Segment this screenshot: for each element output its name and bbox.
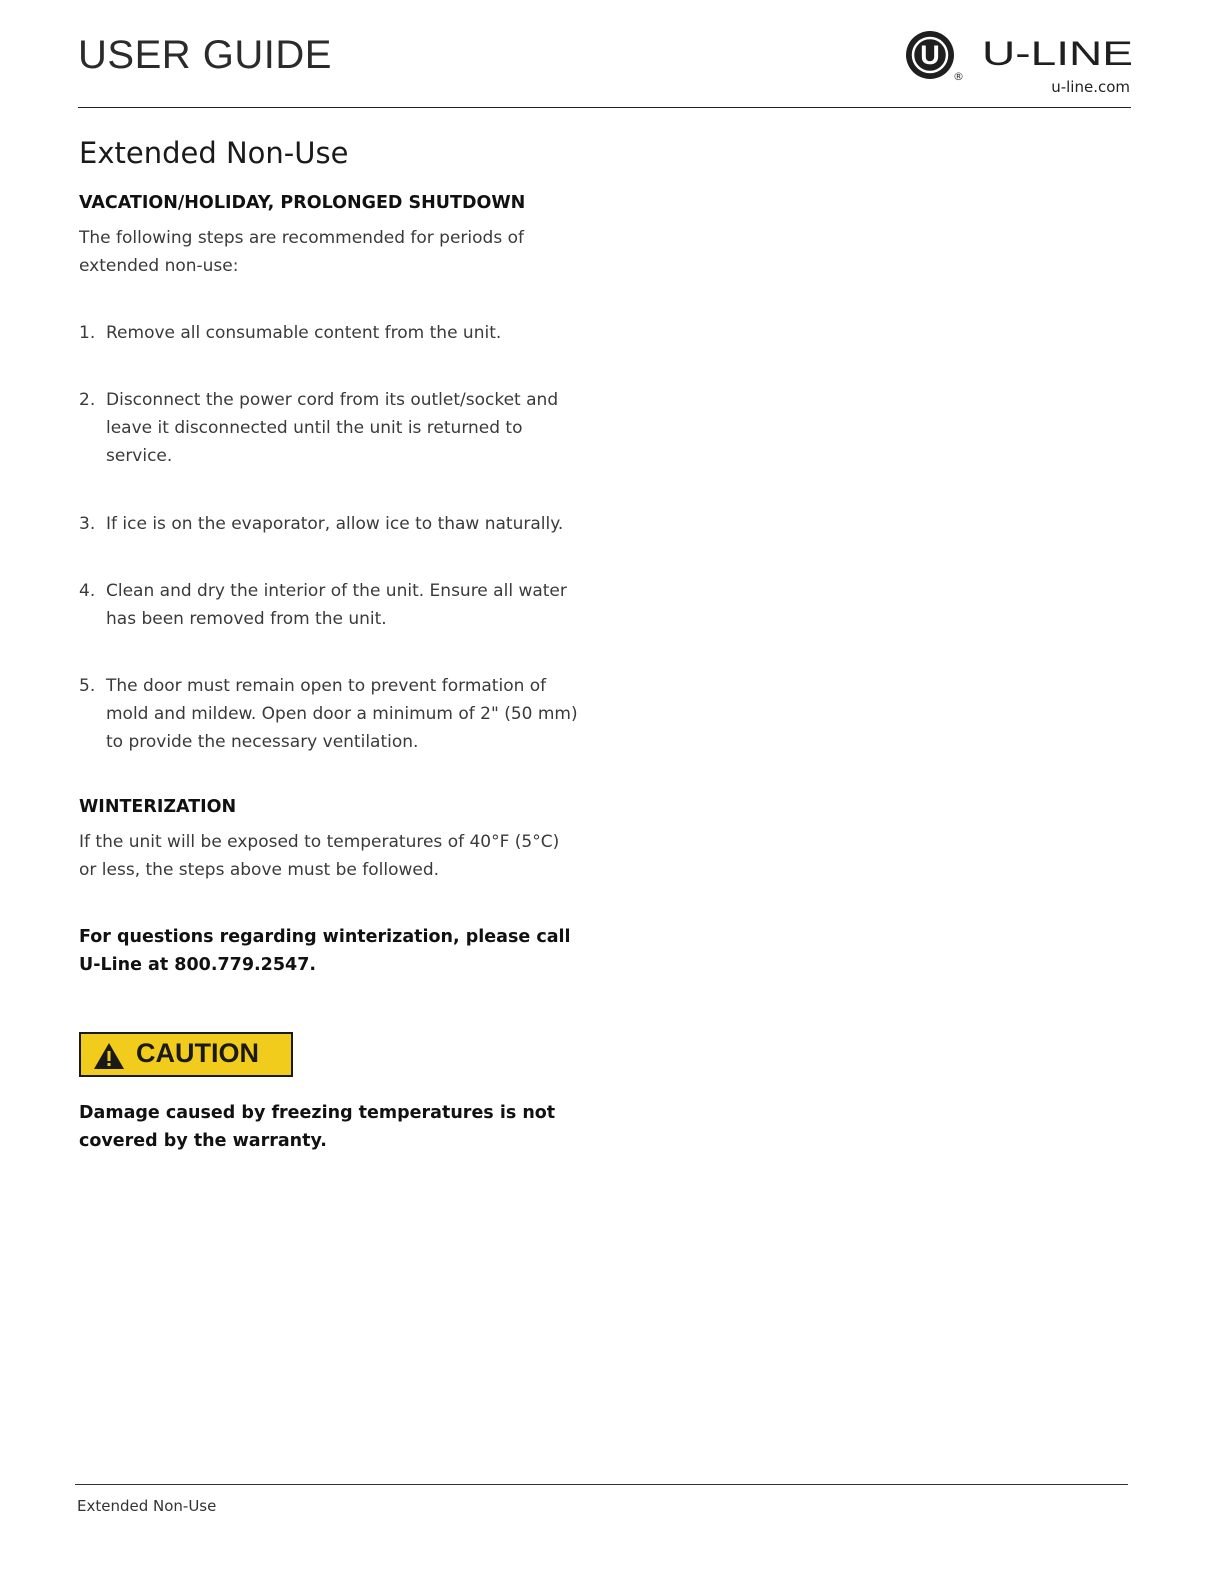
caution-badge [79,1032,293,1077]
list-item [79,319,579,347]
footer-section-label: Extended Non-Use [77,1497,217,1515]
website-url: u-line.com [1051,78,1130,96]
step-number: 1. [79,323,96,343]
logo-wordmark: U-LINE [982,35,1133,73]
step-text: Clean and dry the interior of the unit. Ensure all water has been removed from the unit. [106,581,567,629]
step-text: Disconnect the power cord from its outlet/socket and leave it disconnected until the unit is returned to service. [106,390,559,466]
list-item [79,386,579,470]
step-number: 3. [79,514,96,534]
step-text: The door must remain open to prevent formation of mold and mildew. Open door a minimum of 2" (50 mm) to provide the necessary ventilation. [106,676,578,752]
intro-paragraph: The following steps are recommended for periods of extended non-use: [79,228,524,276]
section-heading: Extended Non-Use [79,136,349,170]
winterization-paragraph: If the unit will be exposed to temperatures of 40°F (5°C) or less, the steps above must be followed. [79,832,560,880]
warning-triangle-icon [92,1041,126,1071]
logo-mark: U [920,40,940,70]
step-number: 2. [79,390,96,410]
step-number: 4. [79,581,96,601]
header-divider [78,107,1131,108]
step-text: Remove all consumable content from the unit. [106,323,502,343]
u-line-logo [905,30,1135,82]
document-title: USER GUIDE [78,33,332,77]
list-item [79,577,579,633]
vacation-heading: VACATION/HOLIDAY, PROLONGED SHUTDOWN [79,193,526,213]
caution-text: Damage caused by freezing temperatures is not covered by the warranty. [79,1103,556,1151]
questions-note: For questions regarding winterization, please call U-Line at 800.779.2547. [79,927,571,975]
list-item [79,510,579,538]
step-text: If ice is on the evaporator, allow ice to thaw naturally. [106,514,564,534]
winterization-heading: WINTERIZATION [79,797,237,817]
caution-label: CAUTION [136,1038,259,1068]
list-item [79,672,579,756]
footer-divider [75,1484,1128,1485]
registered-mark: ® [953,70,964,82]
step-number: 5. [79,676,96,696]
